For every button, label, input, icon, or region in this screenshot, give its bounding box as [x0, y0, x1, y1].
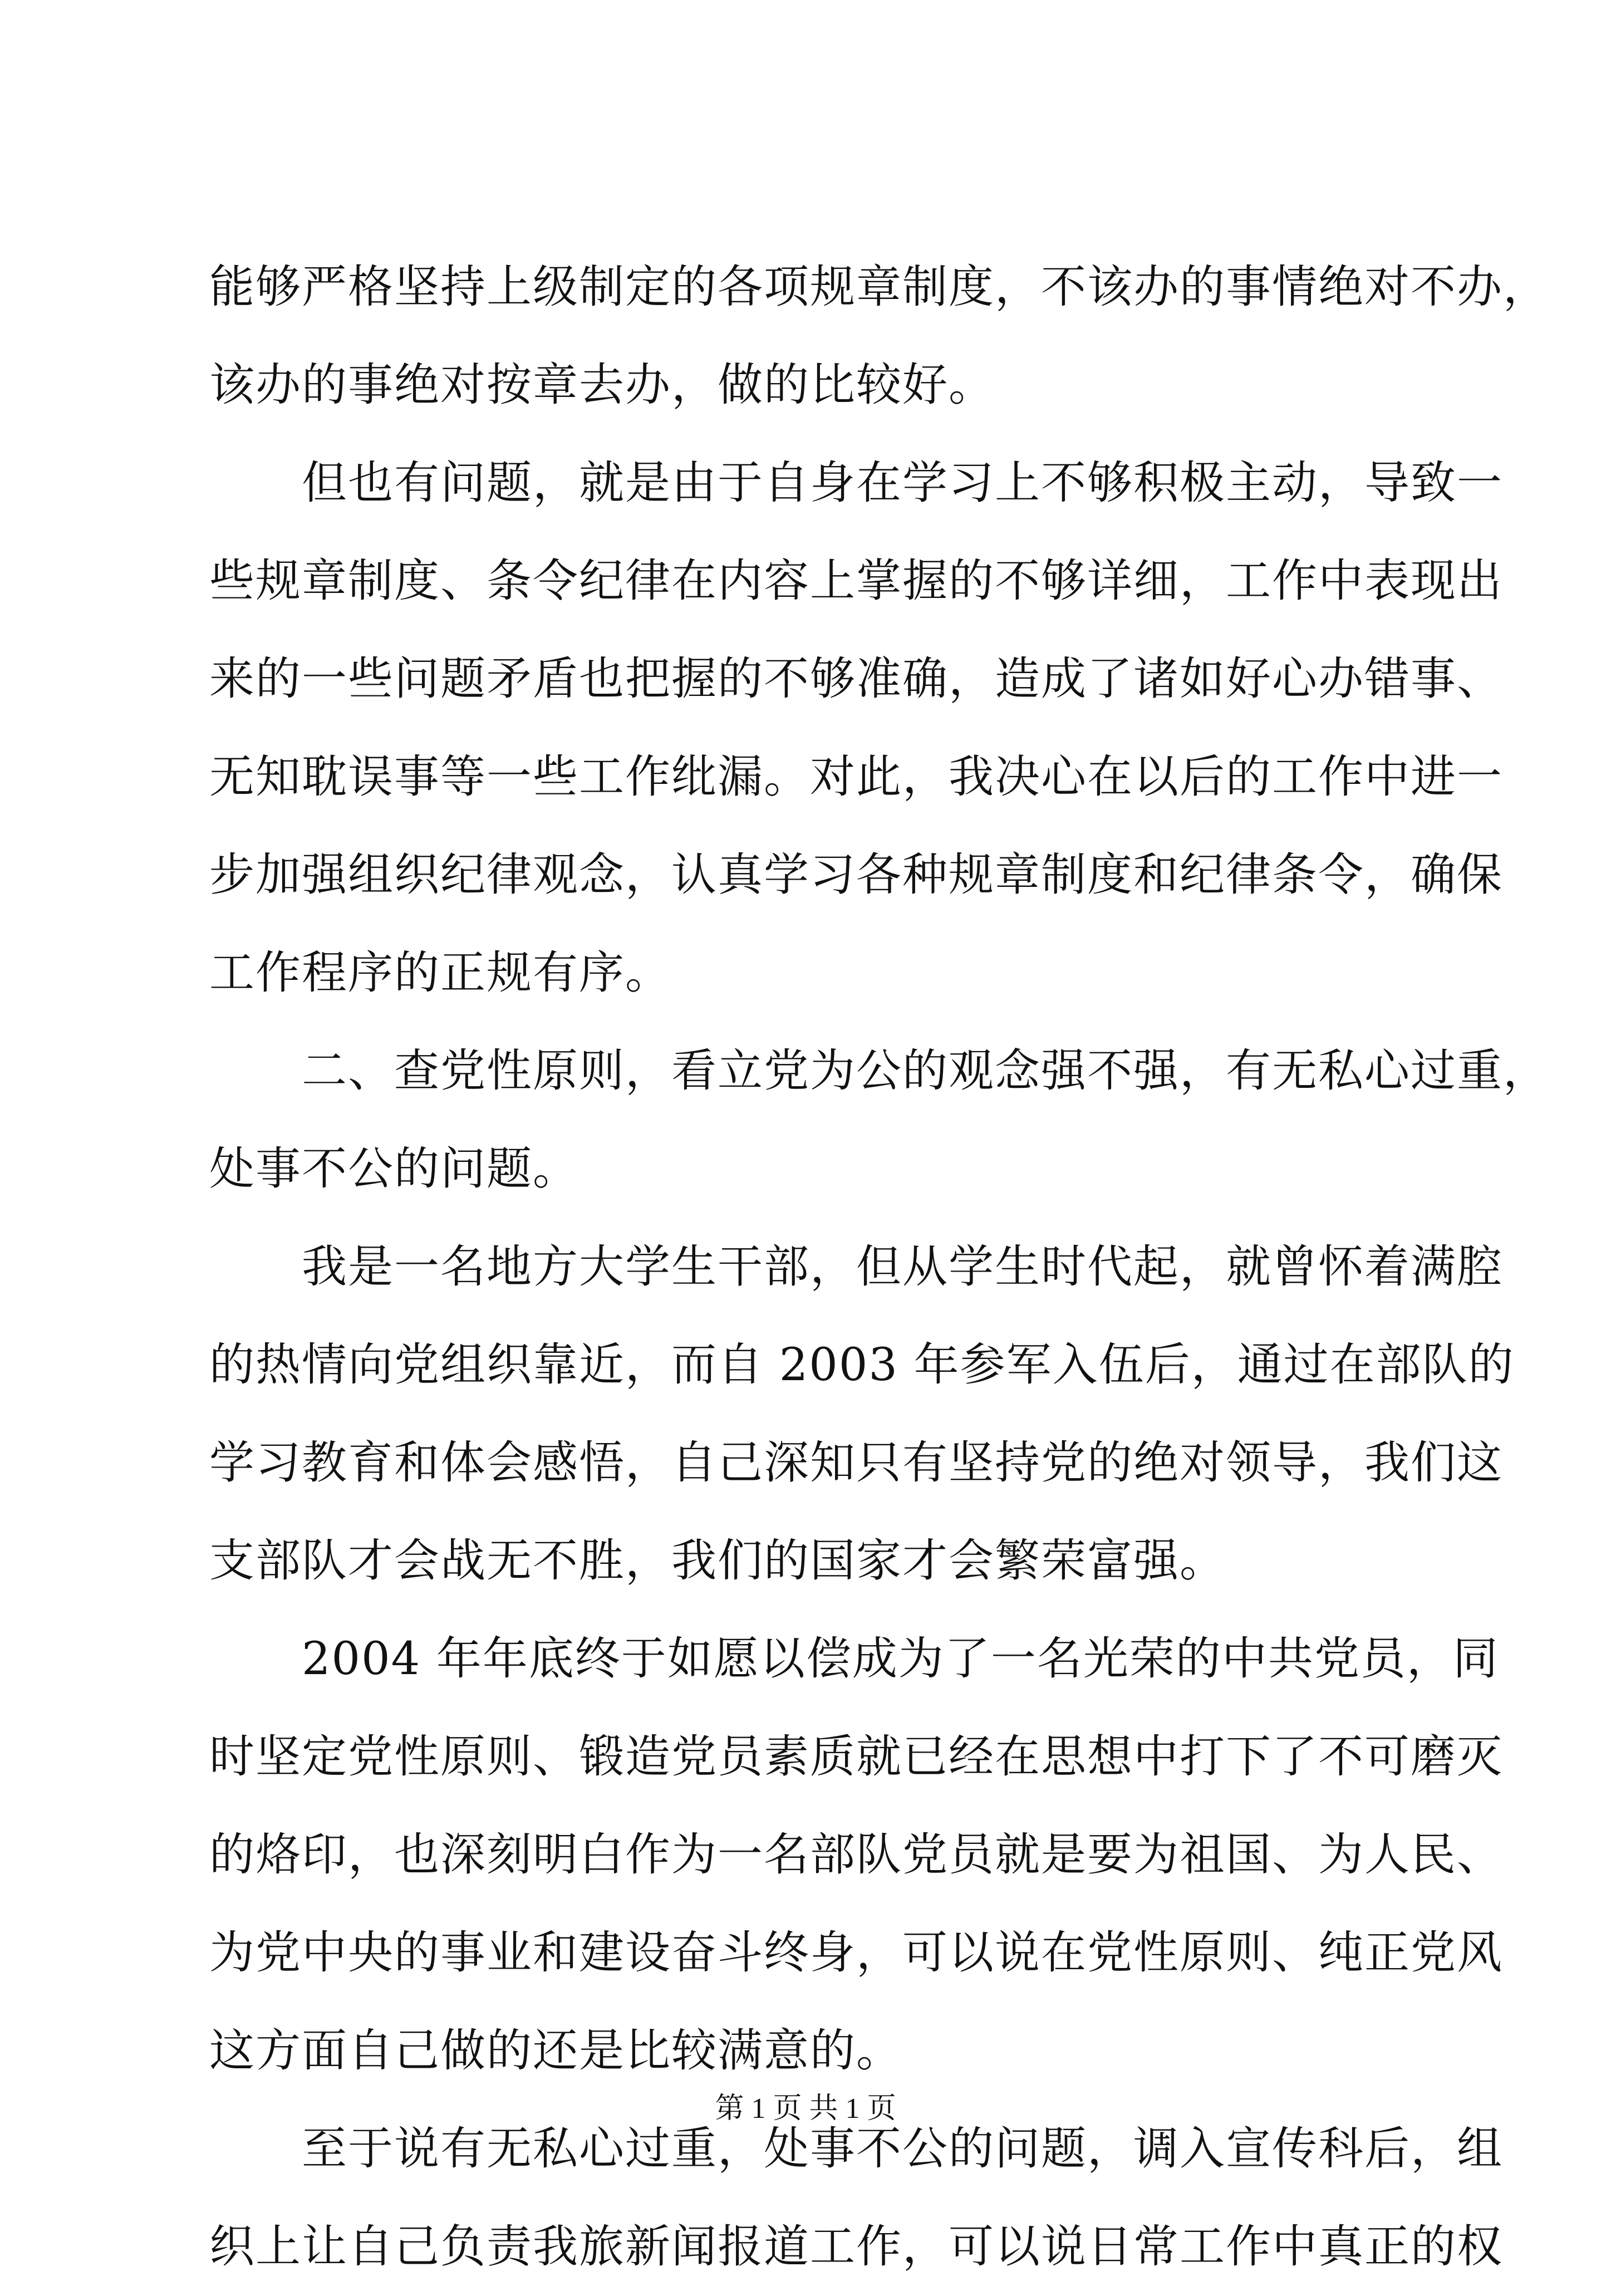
text-line: 时坚定党性原则、锻造党员素质就已经在思想中打下了不可磨灭	[209, 1731, 1504, 1783]
section-heading-line: 处事不公的问题。	[209, 1143, 579, 1195]
text-line: 工作程序的正规有序。	[209, 947, 672, 999]
text-line: 但也有问题，就是由于自身在学习上不够积极主动，导致一	[302, 457, 1504, 509]
text-line: 该办的事绝对按章去办，做的比较好。	[209, 359, 995, 411]
text-line: 学习教育和体会感悟，自己深知只有坚持党的绝对领导，我们这	[209, 1437, 1504, 1489]
text-line: 至于说有无私心过重，处事不公的问题，调入宣传科后，组	[302, 2123, 1504, 2175]
text-line: 我是一名地方大学生干部，但从学生时代起，就曾怀着满腔	[302, 1241, 1504, 1293]
text-line: 些规章制度、条令纪律在内容上掌握的不够详细，工作中表现出	[209, 555, 1504, 607]
text-line: 支部队才会战无不胜，我们的国家才会繁荣富强。	[209, 1535, 1226, 1587]
text-line: 的烙印，也深刻明白作为一名部队党员就是要为祖国、为人民、	[209, 1829, 1504, 1881]
text-line: 为党中央的事业和建设奋斗终身，可以说在党性原则、纯正党风	[209, 1927, 1504, 1979]
text-line: 无知耽误事等一些工作纰漏。对此，我决心在以后的工作中进一	[209, 751, 1504, 803]
page-number-label: 第 1 页 共 1 页	[715, 2093, 896, 2125]
text-line: 2004 年年底终于如愿以偿成为了一名光荣的中共党员，同	[302, 1633, 1499, 1685]
section-heading-line: 二、查党性原则，看立党为公的观念强不强，有无私心过重，	[302, 1045, 1550, 1097]
text-line: 这方面自己做的还是比较满意的。	[209, 2025, 903, 2077]
text-line: 步加强组织纪律观念，认真学习各种规章制度和纪律条令，确保	[209, 849, 1504, 901]
text-line: 能够严格坚持上级制定的各项规章制度，不该办的事情绝对不办，	[209, 261, 1550, 313]
page-footer	[0, 2089, 1611, 2128]
document-body	[209, 238, 1550, 2296]
text-line: 织上让自己负责我旅新闻报道工作，可以说日常工作中真正的权	[209, 2221, 1504, 2273]
text-line: 的热情向党组织靠近，而自 2003 年参军入伍后，通过在部队的	[209, 1339, 1515, 1391]
text-line: 来的一些问题矛盾也把握的不够准确，造成了诸如好心办错事、	[209, 653, 1504, 705]
